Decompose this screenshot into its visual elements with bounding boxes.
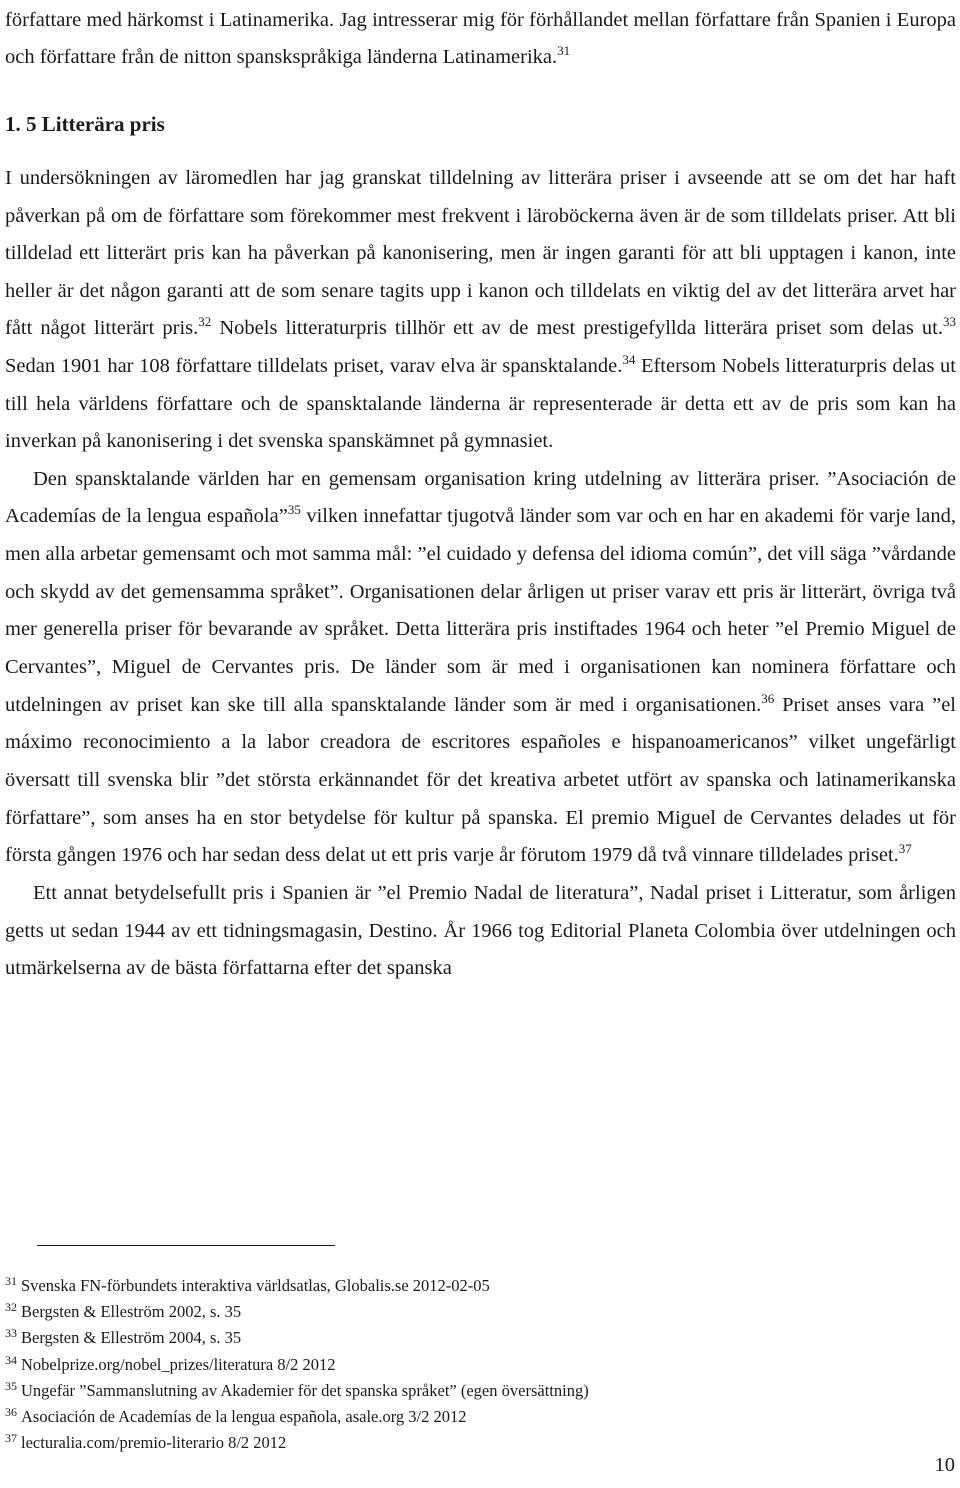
paragraph-1-text-e: Eftersom Nobels litteraturpris delas ut till hela världens författare och de spansktalande länderna är representerade är detta ett av de pris som kan ha inverkan på kanonisering i det svenska spanskämnet på gymnasiet.: [5, 354, 957, 453]
footnotes: [5, 1273, 905, 1456]
footnote-text: Nobelprize.org/nobel_prizes/literatura 8/2 2012: [21, 1354, 336, 1374]
paragraph-2-text-b: vilken innefattar tjugotvå länder som var och en har en akademi för varje land, men alla arbetar gemensamt och mot samma mål: ”el cuidado y defensa del idioma común”, det vill säga ”vårdande och skydd av det gemensamma språket”. Organisationen delar årligen ut priser varav ett pris är litterärt, övriga två mer generella priser för bevarande av språket. Detta litterära pris instiftades 1964 och heter ”el Premio Miguel de Cervantes”, Miguel de Cervantes pris. De länder som är med i organisationen kan nominera författare och utdelningen av priset kan ske till alla spansktalande länder som är med i organisationen.: [5, 505, 956, 716]
document-page: [5, 0, 956, 988]
paragraph-1-text-a: I undersökningen av läromedlen har jag granskat tilldelning av litterära priser i avseende att se om det har haft påverkan på om de författare som förekommer mest frekvent i läroböckerna även är de som tilldelats priser.: [5, 167, 956, 227]
footnote-ref-33: 33: [942, 314, 956, 330]
body-paragraph-3: Ett annat betydelsefullt pris i Spanien är ”el Premio Nadal de literatura”, Nadal priset i Litteratur, som årligen getts ut sedan 1944 av ett tidningsmagasin, Destino. År 1966 tog Editorial Planeta Colombia över utdelningen och utmärkelserna av de bästa författarna efter det spanska: [5, 881, 956, 980]
section-heading: 1. 5 Litterära pris: [5, 112, 165, 136]
footnote-text: Svenska FN-förbundets interaktiva världsatlas, Globalis.se 2012-02-05: [21, 1276, 490, 1295]
footnote-35: [5, 1378, 905, 1404]
footnote-number: 36: [5, 1405, 17, 1420]
intro-text: författare med härkomst i Latinamerika. Jag intresserar mig för förhållandet mellan författare från Spanien i Europa och författare från de nitton spanskspråkiga länderna Latinamerika.: [5, 9, 956, 68]
footnote-number: 37: [5, 1431, 17, 1446]
footnote-text: Bergsten & Elleström 2002, s. 35: [21, 1302, 242, 1322]
footnote-separator: [37, 1245, 335, 1246]
footnote-33: [5, 1325, 905, 1351]
page-number: 10: [934, 1454, 955, 1476]
paragraph-1-text-b: Att bli tilldelad ett litterärt pris kan ha påverkan på kanonisering, men är ingen garanti för att bli upptagen i kanon, inte heller är det någon garanti att de som senare tagits upp i kanon och tilldelats en viktig del av det litterära arvet har fått något litterärt pris.: [5, 204, 956, 340]
body-paragraph-2: [5, 461, 956, 875]
intro-paragraph: [5, 0, 956, 76]
footnote-number: 34: [5, 1352, 17, 1367]
footnote-ref-37: 37: [898, 841, 912, 857]
body-paragraph-1: [5, 160, 956, 461]
footnote-32: [5, 1299, 905, 1325]
footnote-36: [5, 1404, 905, 1430]
paragraph-2-text-a: Den spansktalande världen har en gemensam organisation kring utdelning av litterära priser. ”Asociación de Academías de la lengua española”: [5, 467, 956, 528]
paragraph-1-text-d: Sedan 1901 har 108 författare tilldelats priset, varav elva är spansktalande.: [5, 354, 623, 377]
footnote-text: Bergsten & Elleström 2004, s. 35: [21, 1328, 242, 1348]
footnote-ref-31: 31: [557, 43, 571, 58]
footnote-ref-34: 34: [622, 351, 636, 367]
footnote-ref-36: 36: [761, 690, 775, 706]
footnote-text: Ungefär ”Sammanslutning av Akademier för det spanska språket” (egen översättning): [21, 1380, 589, 1400]
paragraph-1-text-c: Nobels litteraturpris tillhör ett av de mest prestigefyllda litterära priset som delas ut.: [211, 317, 943, 340]
footnote-ref-35: 35: [287, 502, 301, 518]
footnote-number: 35: [5, 1378, 17, 1393]
footnote-34: [5, 1352, 905, 1378]
footnote-ref-32: 32: [198, 314, 212, 330]
footnote-37: [5, 1430, 905, 1456]
footnote-number: 32: [5, 1300, 17, 1315]
paragraph-2-text-c: Priset anses vara ”el máximo reconocimiento a la labor creadora de escritores españoles e hispanoamericanos” vilket ungefärligt översatt till svenska blir ”det största erkännandet för det kreativa arbetet utfört av spanska och latinamerikanska författare”, som anses ha en stor betydelse för kultur på spanska. El premio Miguel de Cervantes delades ut för första gången 1976 och har sedan dess delat ut ett pris varje år förutom 1979 då två vinnare tilldelades priset.: [5, 693, 956, 867]
footnote-number: 31: [5, 1274, 17, 1288]
footnote-31: [5, 1273, 905, 1299]
footnote-number: 33: [5, 1326, 17, 1341]
footnote-text: lecturalia.com/premio-literario 8/2 2012: [21, 1433, 287, 1453]
footnote-text: Asociación de Academías de la lengua española, asale.org 3/2 2012: [21, 1407, 467, 1427]
